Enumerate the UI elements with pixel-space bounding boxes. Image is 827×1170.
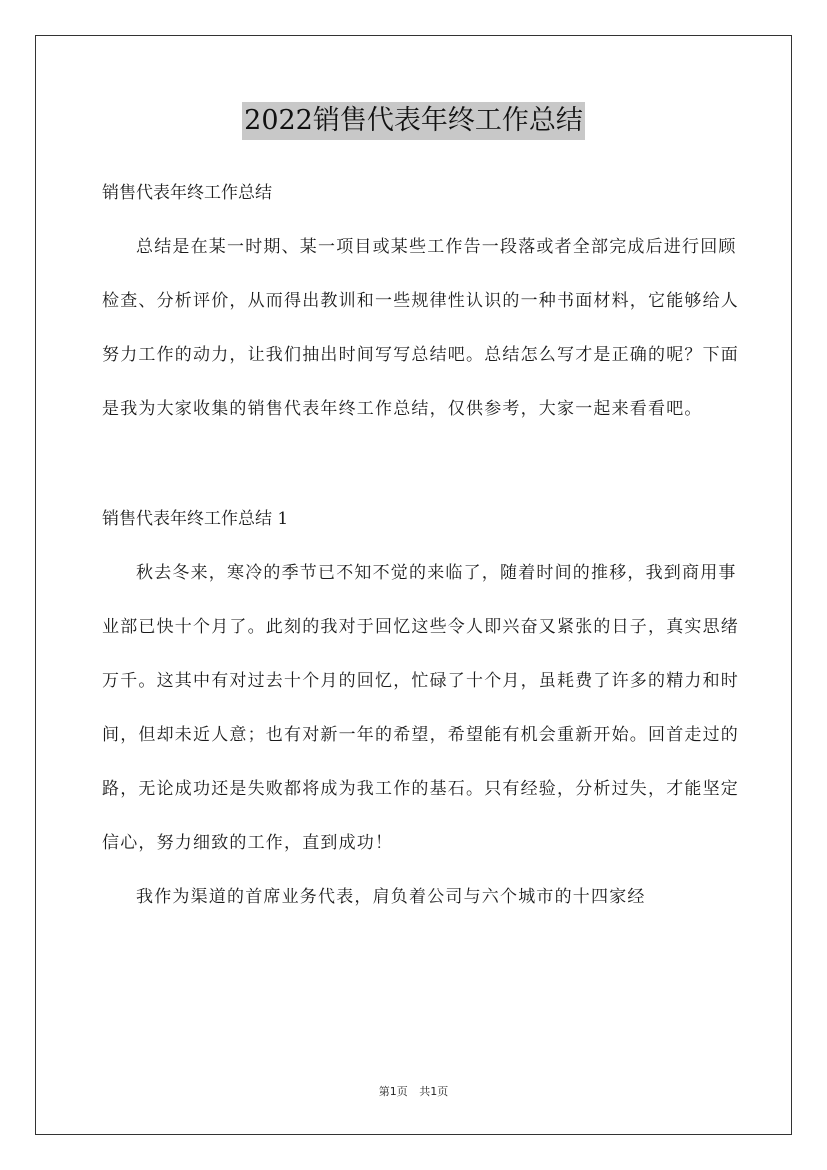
- intro-heading: 销售代表年终工作总结: [102, 183, 272, 203]
- document-title: 2022销售代表年终工作总结: [242, 102, 585, 140]
- section1-heading: 销售代表年终工作总结 1: [102, 509, 289, 529]
- paragraph-spacer: [102, 436, 742, 492]
- document-body: [102, 166, 742, 924]
- page-total: 共1页: [419, 1085, 449, 1098]
- page-number: 第1页: [378, 1085, 408, 1098]
- page-footer: [0, 1083, 827, 1099]
- section1-paragraph-1: 秋去冬来，寒冷的季节已不知不觉的来临了，随着时间的推移，我到商用事业部已快十个月了。此刻的我对于回忆这些令人即兴奋又紧张的日子，真实思绪万千。这其中有对过去十个月的回忆，忙碌了十个月，虽耗费了许多的精力和时间，但却未近人意；也有对新一年的希望，希望能有机会重新开始。回首走过的路，无论成功还是失败都将成为我工作的基石。只有经验，分析过失，才能坚定信心，努力细致的工作，直到成功！: [102, 563, 739, 853]
- section1-paragraph-2: 我作为渠道的首席业务代表，肩负着公司与六个城市的十四家经: [136, 887, 646, 907]
- title-container: [0, 102, 827, 140]
- intro-paragraph: 总结是在某一时期、某一项目或某些工作告一段落或者全部完成后进行回顾检查、分析评价，从而得出教训和一些规律性认识的一种书面材料，它能够给人努力工作的动力，让我们抽出时间写写总结吧。总结怎么写才是正确的呢？下面是我为大家收集的销售代表年终工作总结，仅供参考，大家一起来看看吧。: [102, 237, 739, 419]
